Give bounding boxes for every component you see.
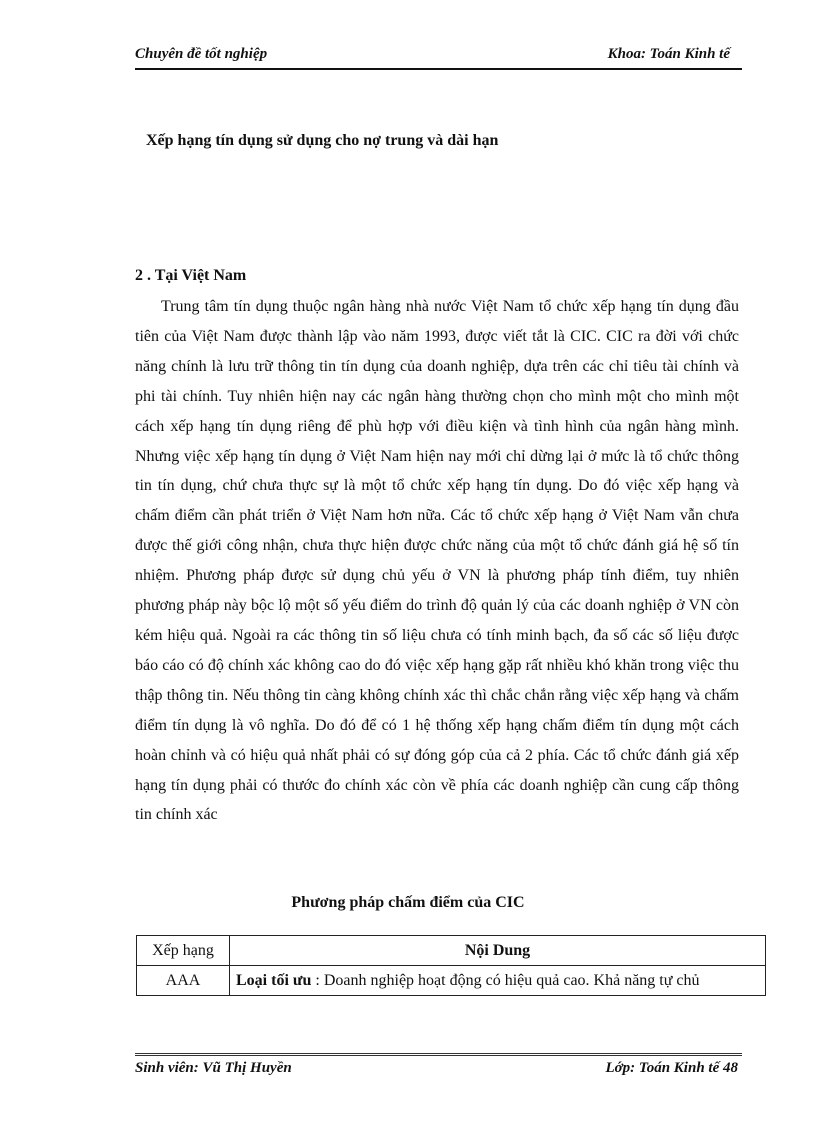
section-title: 2 . Tại Việt Nam (135, 267, 247, 284)
rating-table (136, 935, 766, 996)
table-row (137, 966, 766, 996)
content-label: Loại tối ưu (236, 971, 312, 989)
rank-cell: AAA (137, 966, 230, 996)
footer-student: Sinh viên: Vũ Thị Huyền (135, 1060, 292, 1076)
page-header (135, 44, 742, 70)
content-cell (230, 966, 766, 996)
page-footer (135, 1053, 742, 1080)
header-right-text: Khoa: Toán Kinh tế (607, 46, 730, 62)
footer-class: Lớp: Toán Kinh tế 48 (605, 1060, 738, 1076)
subtitle: Xếp hạng tín dụng sử dụng cho nợ trung và dài hạn (146, 132, 499, 149)
body-paragraph: Trung tâm tín dụng thuộc ngân hàng nhà nước Việt Nam tổ chức xếp hạng tín dụng đầu tiên của Việt Nam được thành lập vào năm 1993, được viết tắt là CIC. CIC ra đời với chức năng chính là lưu trữ thông tin tín dụng của doanh nghiệp, dựa trên các chỉ tiêu tài chính và phi tài chính. Tuy nhiên hiện nay các ngân hàng thường chọn cho mình một cho mình một cách xếp hạng tín dụng riêng để phù hợp với điều kiện và tình hình của ngân hàng mình. Nhưng việc xếp hạng tín dụng ở Việt Nam hiện nay mới chỉ dừng lại ở mức là tổ chức thông tin tín dụng, chứ chưa thực sự là một tổ chức xếp hạng tín dụng. Do đó việc xếp hạng và chấm điểm cần phát triển ở Việt Nam hơn nữa. Các tổ chức xếp hạng ở Việt Nam vẫn chưa được thế giới công nhận, chưa thực hiện được chức năng của một tổ chức đánh giá hệ số tín nhiệm. Phương pháp được sử dụng chủ yếu ở VN là phương pháp tính điểm, tuy nhiên phương pháp này bộc lộ một số yếu điểm do trình độ quản lý của các doanh nghiệp ở VN còn kém hiệu quả. Ngoài ra các thông tin số liệu chưa có tính minh bạch, đa số các số liệu được báo cáo có độ chính xác không cao do đó việc xếp hạng gặp rất nhiều khó khăn trong việc thu thập thông tin. Nếu thông tin càng không chính xác thì chắc chắn rằng việc xếp hạng và chấm điểm tín dụng là vô nghĩa. Do đó để có 1 hệ thống xếp hạng chấm điểm tín dụng một cách hoàn chỉnh và có hiệu quả nhất phải có sự đóng góp của cả 2 phía. Các tổ chức đánh giá xếp hạng tín dụng phải có thước đo chính xác còn về phía các doanh nghiệp cần cung cấp thông tin chính xác (135, 298, 739, 824)
column-header-rank: Xếp hạng (137, 936, 230, 966)
header-left-text: Chuyên đề tốt nghiệp (135, 46, 268, 62)
column-header-content: Nội Dung (230, 936, 766, 966)
table-header-row (137, 936, 766, 966)
table-title: Phương pháp chấm điểm của CIC (291, 894, 525, 911)
content-text: : Doanh nghiệp hoạt động có hiệu quả cao. Khả năng tự chủ (311, 971, 700, 989)
